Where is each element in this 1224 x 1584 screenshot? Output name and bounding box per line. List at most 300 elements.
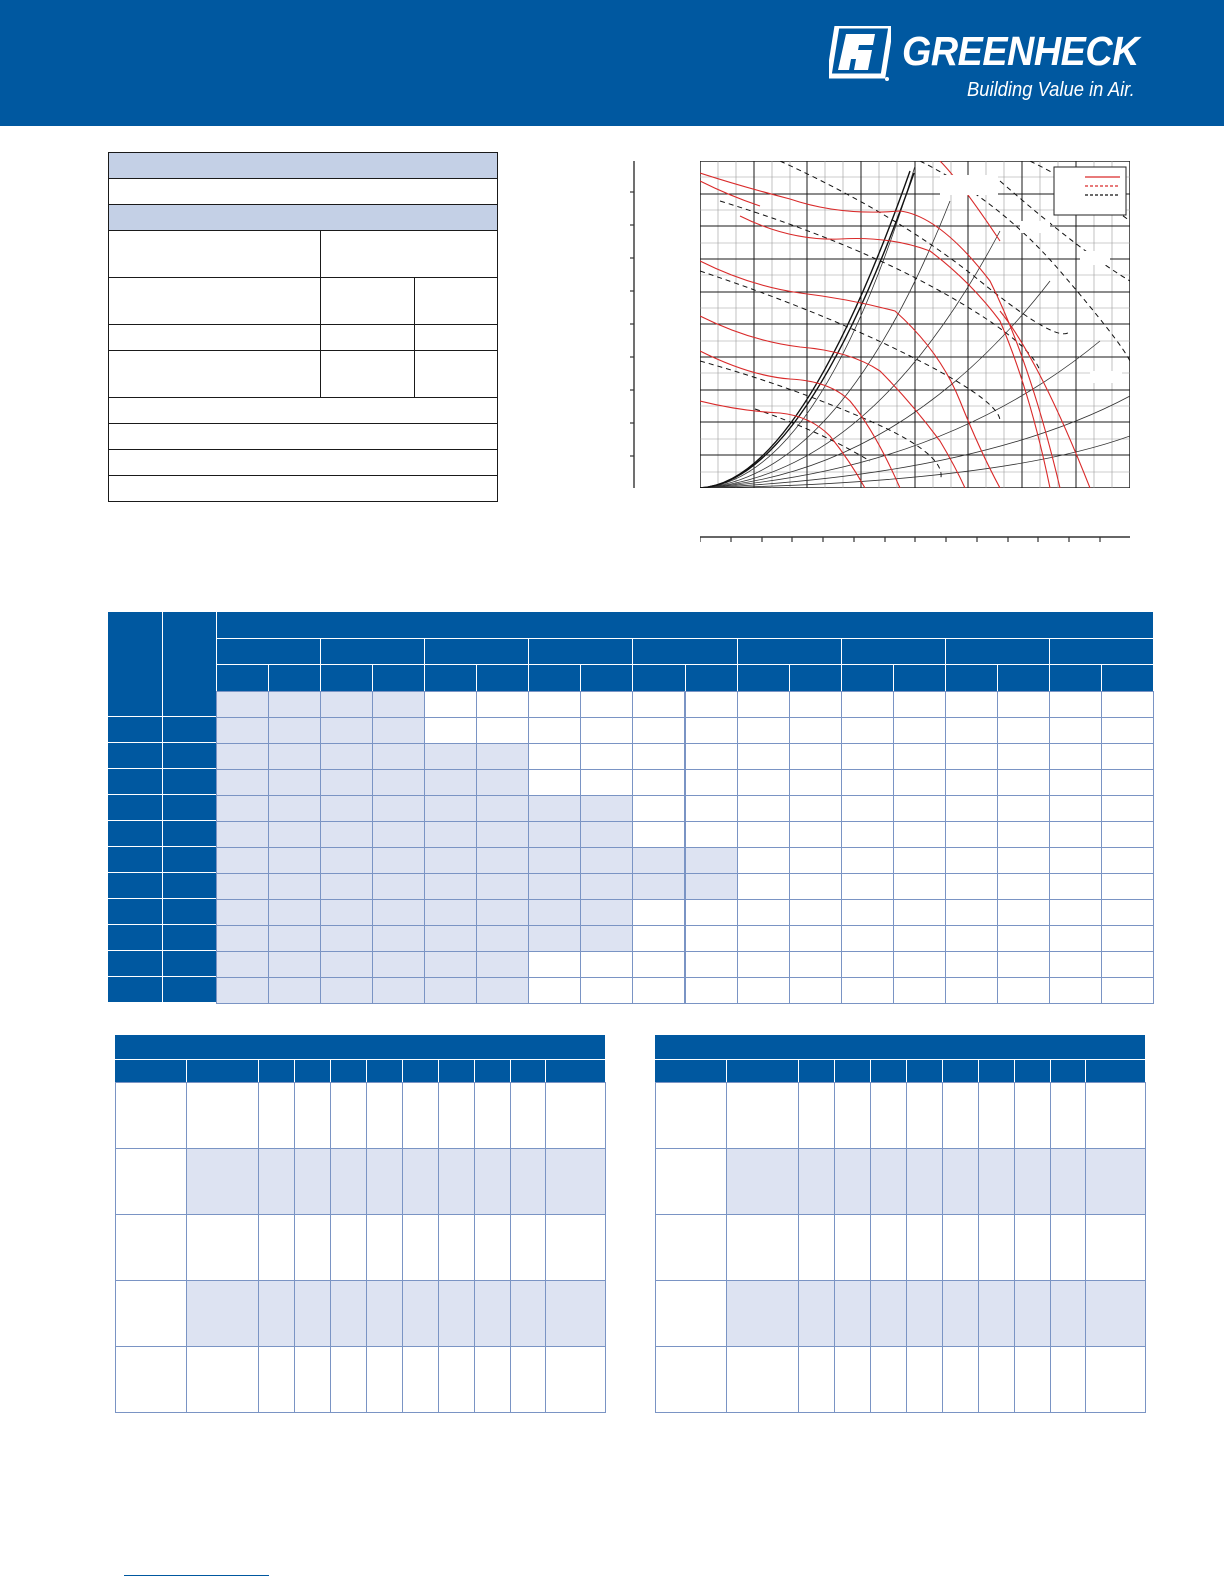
table-cell xyxy=(685,691,738,718)
table-cell xyxy=(945,925,998,952)
table-cell xyxy=(1049,821,1102,848)
table-cell xyxy=(294,1148,331,1215)
table-cell xyxy=(372,977,425,1004)
table-cell xyxy=(841,769,894,796)
spec-cell xyxy=(320,324,415,351)
row-label-divider xyxy=(162,691,163,717)
header-divider xyxy=(216,612,217,691)
row-label-divider xyxy=(162,717,163,743)
row-label-divider xyxy=(162,743,163,769)
table-cell xyxy=(737,691,790,718)
table-cell xyxy=(632,873,685,900)
table-cell xyxy=(528,847,581,874)
table-cell xyxy=(320,795,373,822)
table-cell xyxy=(216,847,269,874)
table-cell xyxy=(798,1346,835,1413)
table-cell xyxy=(685,925,738,952)
table-cell xyxy=(528,899,581,926)
table-cell xyxy=(997,977,1050,1004)
table-cell xyxy=(258,1214,295,1281)
table-cell xyxy=(268,847,321,874)
table-header xyxy=(115,1059,605,1082)
header-divider xyxy=(893,664,894,691)
table-cell xyxy=(186,1280,259,1347)
table-cell xyxy=(545,1280,606,1347)
table-cell xyxy=(115,1214,187,1281)
table-cell xyxy=(997,743,1050,770)
table-cell xyxy=(1101,691,1154,718)
table-cell xyxy=(424,795,477,822)
table-cell xyxy=(268,873,321,900)
table-cell xyxy=(798,1214,835,1281)
table-cell xyxy=(737,847,790,874)
header-divider xyxy=(294,1059,295,1082)
table-cell xyxy=(268,821,321,848)
table-cell xyxy=(1085,1346,1146,1413)
table-cell xyxy=(893,899,946,926)
table-cell xyxy=(476,769,529,796)
header-divider xyxy=(798,1059,799,1082)
row-label-divider xyxy=(162,977,163,1003)
table-cell xyxy=(294,1280,331,1347)
spec-row xyxy=(108,397,498,424)
table-cell xyxy=(997,691,1050,718)
table-cell xyxy=(330,1148,367,1215)
table-cell xyxy=(1101,795,1154,822)
table-cell xyxy=(424,743,477,770)
table-cell xyxy=(1101,951,1154,978)
table-cell xyxy=(632,899,685,926)
table-cell xyxy=(268,717,321,744)
header-divider xyxy=(580,664,581,691)
spec-cell xyxy=(320,277,415,325)
brand-name: GREENHECK xyxy=(902,28,1139,74)
table-cell xyxy=(945,795,998,822)
table-cell xyxy=(1050,1082,1086,1149)
table-cell xyxy=(1049,847,1102,874)
table-cell xyxy=(841,977,894,1004)
table-cell xyxy=(1101,925,1154,952)
table-cell xyxy=(1101,977,1154,1004)
table-cell xyxy=(186,1346,259,1413)
table-cell xyxy=(737,795,790,822)
table-cell xyxy=(726,1148,799,1215)
table-cell xyxy=(268,951,321,978)
table-cell xyxy=(372,795,425,822)
footnote-link-underline[interactable] xyxy=(124,1575,269,1576)
table-cell xyxy=(320,691,373,718)
table-cell xyxy=(366,1346,403,1413)
header-divider xyxy=(320,638,321,691)
row-label-divider xyxy=(162,873,163,899)
table-cell xyxy=(258,1346,295,1413)
table-cell xyxy=(1050,1280,1086,1347)
table-cell xyxy=(372,899,425,926)
sound-table-right xyxy=(655,1035,1145,1414)
table-cell xyxy=(834,1346,871,1413)
table-cell xyxy=(798,1148,835,1215)
table-cell xyxy=(945,691,998,718)
table-cell xyxy=(870,1082,907,1149)
table-cell xyxy=(1101,821,1154,848)
header-divider xyxy=(997,664,998,691)
table-cell xyxy=(216,925,269,952)
table-cell xyxy=(655,1082,727,1149)
table-cell xyxy=(789,925,842,952)
table-cell xyxy=(372,717,425,744)
header-divider xyxy=(942,1059,943,1082)
table-cell xyxy=(366,1214,403,1281)
header-divider xyxy=(330,1059,331,1082)
table-cell xyxy=(115,1148,187,1215)
table-cell xyxy=(580,717,633,744)
table-cell xyxy=(424,821,477,848)
header-divider xyxy=(510,1059,511,1082)
spec-row xyxy=(108,423,498,450)
spec-row xyxy=(108,178,498,205)
table-cell xyxy=(476,691,529,718)
table-cell xyxy=(1085,1082,1146,1149)
table-cell xyxy=(997,769,1050,796)
table-cell xyxy=(737,925,790,952)
table-cell xyxy=(789,951,842,978)
table-cell xyxy=(942,1082,979,1149)
table-cell xyxy=(893,717,946,744)
table-cell xyxy=(320,873,373,900)
table-cell xyxy=(945,977,998,1004)
spec-cell xyxy=(320,230,498,278)
table-cell xyxy=(685,847,738,874)
table-cell xyxy=(320,847,373,874)
spec-row xyxy=(108,449,498,476)
table-cell xyxy=(268,769,321,796)
table-cell xyxy=(216,873,269,900)
table-cell xyxy=(580,795,633,822)
table-cell xyxy=(798,1082,835,1149)
table-cell xyxy=(737,821,790,848)
chart-bottom-axis xyxy=(700,536,1130,544)
table-cell xyxy=(330,1280,367,1347)
table-cell xyxy=(372,925,425,952)
table-cell xyxy=(945,847,998,874)
header-divider xyxy=(1049,638,1050,691)
table-cell xyxy=(685,899,738,926)
table-cell xyxy=(942,1346,979,1413)
table-cell xyxy=(834,1148,871,1215)
spec-cell xyxy=(108,350,321,398)
table-cell xyxy=(737,717,790,744)
header-divider xyxy=(115,1059,605,1060)
table-cell xyxy=(737,951,790,978)
table-cell xyxy=(372,769,425,796)
table-cell xyxy=(841,925,894,952)
table-cell xyxy=(1049,925,1102,952)
table-cell xyxy=(737,769,790,796)
spec-cell xyxy=(108,230,321,278)
table-cell xyxy=(424,899,477,926)
sound-table-left xyxy=(115,1035,605,1414)
table-cell xyxy=(1014,1346,1051,1413)
table-cell xyxy=(1049,743,1102,770)
table-cell xyxy=(330,1214,367,1281)
table-cell xyxy=(294,1214,331,1281)
table-cell xyxy=(438,1148,475,1215)
table-cell xyxy=(580,743,633,770)
table-cell xyxy=(726,1214,799,1281)
table-cell xyxy=(789,743,842,770)
table-cell xyxy=(632,847,685,874)
table-cell xyxy=(476,925,529,952)
table-cell xyxy=(841,847,894,874)
table-cell xyxy=(893,951,946,978)
table-cell xyxy=(893,977,946,1004)
table-cell xyxy=(1049,899,1102,926)
table-cell xyxy=(294,1346,331,1413)
table-cell xyxy=(997,925,1050,952)
table-cell xyxy=(737,977,790,1004)
table-cell xyxy=(1050,1346,1086,1413)
table-cell xyxy=(186,1214,259,1281)
table-cell xyxy=(268,925,321,952)
row-label-divider xyxy=(162,951,163,977)
table-cell xyxy=(510,1082,546,1149)
table-cell xyxy=(476,717,529,744)
table-cell xyxy=(216,977,269,1004)
table-cell xyxy=(216,821,269,848)
table-cell xyxy=(632,951,685,978)
table-cell xyxy=(545,1148,606,1215)
table-cell xyxy=(402,1148,439,1215)
header-divider xyxy=(841,638,842,691)
table-cell xyxy=(424,977,477,1004)
table-cell xyxy=(834,1280,871,1347)
spec-table xyxy=(108,152,498,508)
table-cell xyxy=(906,1214,943,1281)
table-cell xyxy=(510,1148,546,1215)
table-cell xyxy=(580,821,633,848)
table-cell xyxy=(402,1214,439,1281)
spec-header-row xyxy=(108,152,498,179)
table-cell xyxy=(945,769,998,796)
table-cell xyxy=(580,847,633,874)
spec-cell xyxy=(108,277,321,325)
table-cell xyxy=(655,1346,727,1413)
table-cell xyxy=(789,899,842,926)
table-cell xyxy=(372,743,425,770)
table-cell xyxy=(528,951,581,978)
table-cell xyxy=(841,821,894,848)
table-cell xyxy=(893,795,946,822)
table-cell xyxy=(1049,717,1102,744)
table-cell xyxy=(870,1148,907,1215)
table-cell xyxy=(320,743,373,770)
table-cell xyxy=(1049,873,1102,900)
table-cell xyxy=(1050,1148,1086,1215)
row-label-divider xyxy=(162,821,163,847)
table-cell xyxy=(258,1082,295,1149)
table-cell xyxy=(1049,951,1102,978)
table-cell xyxy=(476,951,529,978)
table-cell xyxy=(320,899,373,926)
table-cell xyxy=(737,899,790,926)
table-cell xyxy=(115,1280,187,1347)
table-cell xyxy=(366,1280,403,1347)
table-cell xyxy=(1085,1148,1146,1215)
header-divider xyxy=(870,1059,871,1082)
table-cell xyxy=(1101,769,1154,796)
table-cell xyxy=(115,1346,187,1413)
spec-row xyxy=(108,475,498,502)
table-cell xyxy=(330,1346,367,1413)
table-cell xyxy=(476,899,529,926)
table-cell xyxy=(216,795,269,822)
table-cell xyxy=(476,873,529,900)
table-cell xyxy=(997,821,1050,848)
table-cell xyxy=(320,951,373,978)
table-cell xyxy=(942,1214,979,1281)
table-cell xyxy=(580,691,633,718)
performance-chart xyxy=(700,161,1130,488)
table-cell xyxy=(685,795,738,822)
table-cell xyxy=(474,1280,511,1347)
header-divider xyxy=(474,1059,475,1082)
table-cell xyxy=(372,821,425,848)
performance-table xyxy=(108,612,1153,1002)
brand-tagline: Building Value in Air. xyxy=(967,79,1135,101)
table-cell xyxy=(893,925,946,952)
table-cell xyxy=(655,1148,727,1215)
table-cell xyxy=(997,717,1050,744)
row-label-divider xyxy=(162,847,163,873)
table-cell xyxy=(632,743,685,770)
table-cell xyxy=(632,977,685,1004)
spec-cell xyxy=(414,324,498,351)
table-cell xyxy=(580,977,633,1004)
header-divider xyxy=(737,638,738,691)
table-cell xyxy=(945,873,998,900)
header-divider xyxy=(789,664,790,691)
table-cell xyxy=(997,873,1050,900)
table-cell xyxy=(528,925,581,952)
table-cell xyxy=(978,1280,1015,1347)
table-cell xyxy=(841,873,894,900)
table-cell xyxy=(320,821,373,848)
table-cell xyxy=(906,1280,943,1347)
table-cell xyxy=(978,1082,1015,1149)
table-cell xyxy=(545,1214,606,1281)
table-cell xyxy=(528,743,581,770)
table-cell xyxy=(789,873,842,900)
table-cell xyxy=(685,743,738,770)
table-cell xyxy=(893,769,946,796)
table-title-bar xyxy=(115,1035,605,1059)
header-divider xyxy=(1085,1059,1086,1082)
table-cell xyxy=(870,1214,907,1281)
header-divider xyxy=(655,1059,1145,1060)
table-cell xyxy=(789,717,842,744)
header-divider xyxy=(945,638,946,691)
table-cell xyxy=(1050,1214,1086,1281)
table-cell xyxy=(320,717,373,744)
header-divider xyxy=(258,1059,259,1082)
table-cell xyxy=(438,1346,475,1413)
table-cell xyxy=(789,795,842,822)
table-cell xyxy=(841,691,894,718)
table-cell xyxy=(438,1214,475,1281)
table-cell xyxy=(942,1148,979,1215)
spec-subheader-row xyxy=(108,204,498,231)
table-cell xyxy=(186,1082,259,1149)
table-cell xyxy=(216,743,269,770)
table-cell xyxy=(402,1280,439,1347)
table-cell xyxy=(789,847,842,874)
table-cell xyxy=(476,847,529,874)
table-cell xyxy=(320,977,373,1004)
header-divider xyxy=(162,612,163,691)
table-cell xyxy=(402,1346,439,1413)
table-cell xyxy=(685,769,738,796)
table-cell xyxy=(997,847,1050,874)
table-cell xyxy=(268,977,321,1004)
row-label-divider xyxy=(162,899,163,925)
table-cell xyxy=(268,795,321,822)
table-cell xyxy=(655,1214,727,1281)
table-cell xyxy=(870,1346,907,1413)
table-cell xyxy=(978,1148,1015,1215)
table-cell xyxy=(330,1082,367,1149)
table-cell xyxy=(216,717,269,744)
table-cell xyxy=(545,1346,606,1413)
table-cell xyxy=(1014,1148,1051,1215)
table-cell xyxy=(726,1082,799,1149)
table-cell xyxy=(528,977,581,1004)
table-cell xyxy=(528,691,581,718)
table-cell xyxy=(789,769,842,796)
table-cell xyxy=(510,1280,546,1347)
table-cell xyxy=(528,717,581,744)
header-divider xyxy=(216,638,1153,639)
spec-cell xyxy=(108,324,321,351)
header-divider xyxy=(1050,1059,1051,1082)
table-cell xyxy=(655,1280,727,1347)
header-divider xyxy=(372,664,373,691)
table-cell xyxy=(268,743,321,770)
table-cell xyxy=(841,795,894,822)
header-divider xyxy=(1101,664,1102,691)
table-cell xyxy=(997,795,1050,822)
table-cell xyxy=(1101,847,1154,874)
header-divider xyxy=(528,638,529,691)
table-cell xyxy=(997,951,1050,978)
table-cell xyxy=(476,795,529,822)
table-cell xyxy=(1085,1214,1146,1281)
table-cell xyxy=(424,847,477,874)
table-cell xyxy=(424,951,477,978)
table-cell xyxy=(476,743,529,770)
table-cell xyxy=(474,1148,511,1215)
table-cell xyxy=(841,951,894,978)
table-cell xyxy=(1049,691,1102,718)
table-cell xyxy=(632,769,685,796)
header-divider xyxy=(438,1059,439,1082)
table-cell xyxy=(294,1082,331,1149)
table-cell xyxy=(580,769,633,796)
table-cell xyxy=(424,925,477,952)
table-title-bar xyxy=(655,1035,1145,1059)
table-cell xyxy=(632,821,685,848)
table-cell xyxy=(789,977,842,1004)
table-cell xyxy=(528,873,581,900)
